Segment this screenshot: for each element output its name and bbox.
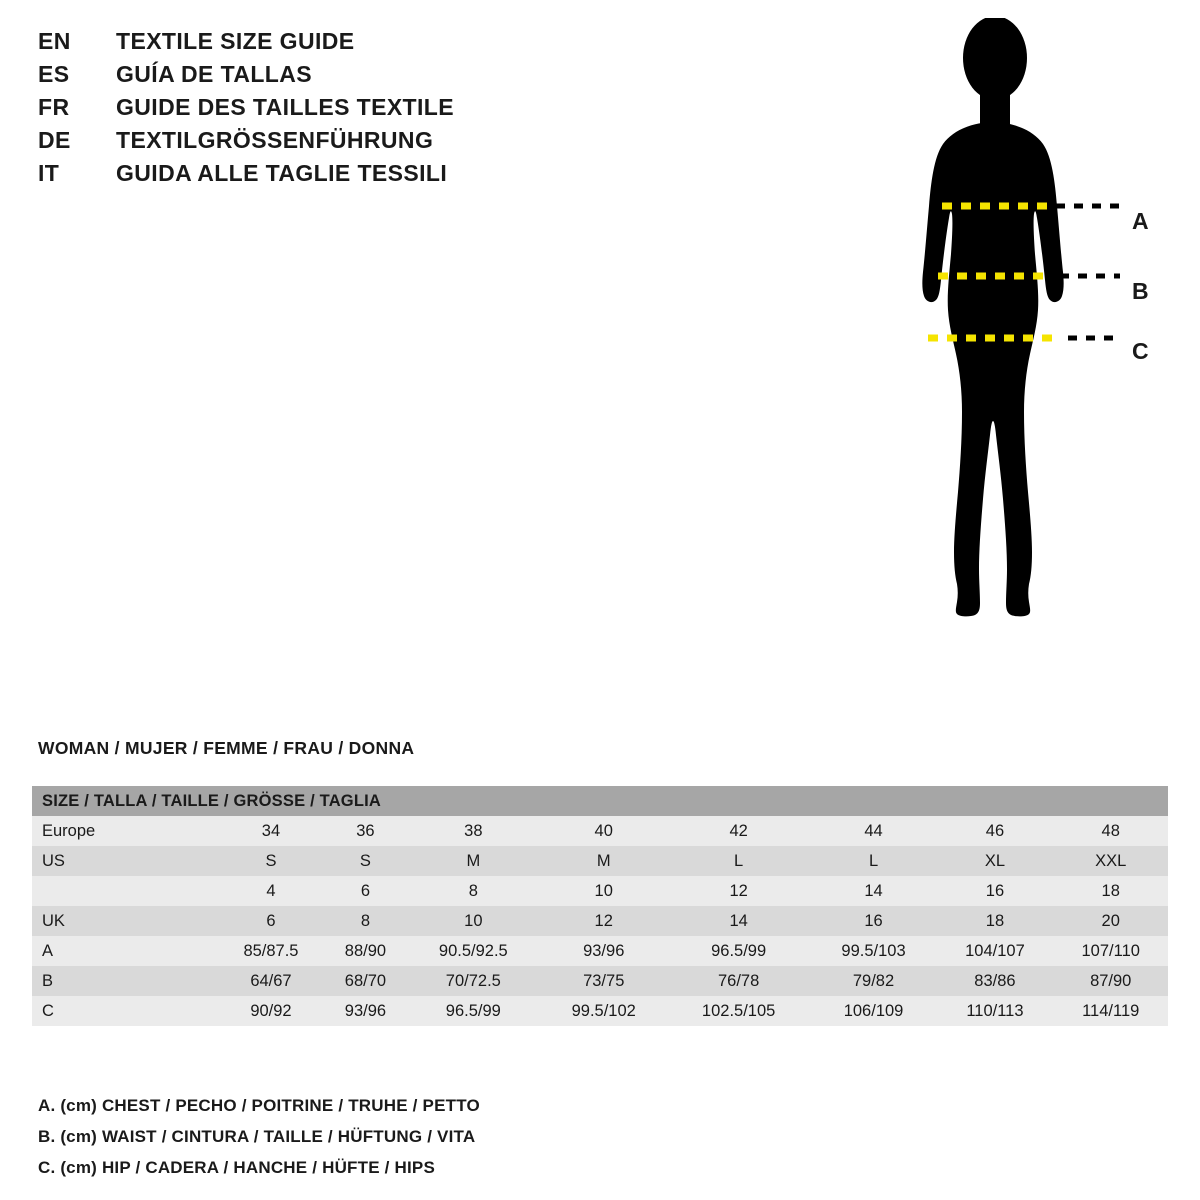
cell: 70/72.5 — [406, 966, 541, 996]
row-label-europe: Europe — [32, 816, 217, 846]
title-row-en — [38, 28, 598, 61]
row-label-us: US — [32, 846, 217, 876]
table-row — [32, 996, 1168, 1026]
legend-line-a: A. (cm) CHEST / PECHO / POITRINE / TRUHE / PETTO — [38, 1096, 480, 1115]
cell: XXL — [1053, 846, 1168, 876]
cell: 42 — [667, 816, 811, 846]
title-row-fr — [38, 94, 598, 127]
cell: 88/90 — [325, 936, 406, 966]
cell: 10 — [406, 906, 541, 936]
table-row — [32, 966, 1168, 996]
cell: 99.5/102 — [541, 996, 667, 1026]
cell: 12 — [541, 906, 667, 936]
cell: M — [406, 846, 541, 876]
row-label-uk: UK — [32, 906, 217, 936]
body-silhouette-icon — [860, 18, 1190, 738]
title-text-es: GUÍA DE TALLAS — [116, 61, 312, 87]
table-row — [32, 846, 1168, 876]
cell: 93/96 — [541, 936, 667, 966]
title-text-de: TEXTILGRÖSSENFÜHRUNG — [116, 127, 434, 153]
cell: 68/70 — [325, 966, 406, 996]
title-lang-es: ES — [38, 61, 70, 87]
cell: 40 — [541, 816, 667, 846]
legend-line-b: B. (cm) WAIST / CINTURA / TAILLE / HÜFTUNG / VITA — [38, 1127, 476, 1146]
table-row — [32, 876, 1168, 906]
cell: 16 — [811, 906, 937, 936]
table-caption: WOMAN / MUJER / FEMME / FRAU / DONNA — [38, 738, 415, 758]
cell: 76/78 — [667, 966, 811, 996]
cell: S — [217, 846, 325, 876]
cell: 10 — [541, 876, 667, 906]
cell: 6 — [325, 876, 406, 906]
title-lang-de: DE — [38, 127, 71, 153]
title-lang-it: IT — [38, 160, 60, 186]
cell: S — [325, 846, 406, 876]
cell: 6 — [217, 906, 325, 936]
cell: 110/113 — [936, 996, 1053, 1026]
cell: 114/119 — [1053, 996, 1168, 1026]
title-lang-fr: FR — [38, 94, 70, 120]
cell: 107/110 — [1053, 936, 1168, 966]
size-table — [32, 786, 1168, 1026]
title-row-es — [38, 61, 598, 94]
cell: 34 — [217, 816, 325, 846]
cell: 87/90 — [1053, 966, 1168, 996]
measure-label-a: A — [1132, 208, 1149, 234]
title-lang-en: EN — [38, 28, 71, 54]
cell: 8 — [406, 876, 541, 906]
legend — [38, 1090, 480, 1183]
cell: 96.5/99 — [667, 936, 811, 966]
cell: 4 — [217, 876, 325, 906]
cell: 104/107 — [936, 936, 1053, 966]
title-row-de — [38, 127, 598, 160]
cell: 102.5/105 — [667, 996, 811, 1026]
cell: L — [811, 846, 937, 876]
cell: 14 — [667, 906, 811, 936]
cell: 64/67 — [217, 966, 325, 996]
cell: 14 — [811, 876, 937, 906]
cell: 18 — [936, 906, 1053, 936]
row-label-b: B — [32, 966, 217, 996]
cell: L — [667, 846, 811, 876]
cell: 83/86 — [936, 966, 1053, 996]
cell: 44 — [811, 816, 937, 846]
cell: 18 — [1053, 876, 1168, 906]
cell: 85/87.5 — [217, 936, 325, 966]
title-text-it: GUIDA ALLE TAGLIE TESSILI — [116, 160, 448, 186]
row-label-a: A — [32, 936, 217, 966]
cell: 99.5/103 — [811, 936, 937, 966]
cell: 79/82 — [811, 966, 937, 996]
row-label-us-numeric — [32, 876, 217, 906]
cell: 12 — [667, 876, 811, 906]
cell: 36 — [325, 816, 406, 846]
cell: 90.5/92.5 — [406, 936, 541, 966]
legend-line-c: C. (cm) HIP / CADERA / HANCHE / HÜFTE / HIPS — [38, 1158, 436, 1177]
title-block — [38, 28, 598, 193]
female-body-figure — [860, 18, 1190, 738]
cell: 8 — [325, 906, 406, 936]
cell: 46 — [936, 816, 1053, 846]
cell: XL — [936, 846, 1053, 876]
cell: 16 — [936, 876, 1053, 906]
measure-label-b: B — [1132, 278, 1149, 304]
measure-label-c: C — [1132, 338, 1149, 364]
cell: M — [541, 846, 667, 876]
cell: 20 — [1053, 906, 1168, 936]
cell: 106/109 — [811, 996, 937, 1026]
row-label-c: C — [32, 996, 217, 1026]
table-row — [32, 906, 1168, 936]
cell: 38 — [406, 816, 541, 846]
cell: 90/92 — [217, 996, 325, 1026]
title-text-en: TEXTILE SIZE GUIDE — [116, 28, 355, 54]
cell: 48 — [1053, 816, 1168, 846]
table-row — [32, 816, 1168, 846]
title-row-it — [38, 160, 598, 193]
cell: 93/96 — [325, 996, 406, 1026]
table-row — [32, 936, 1168, 966]
cell: 96.5/99 — [406, 996, 541, 1026]
table-header-row — [32, 786, 1168, 816]
title-text-fr: GUIDE DES TAILLES TEXTILE — [116, 94, 454, 120]
table-header-label: SIZE / TALLA / TAILLE / GRÖSSE / TAGLIA — [32, 786, 1168, 816]
cell: 73/75 — [541, 966, 667, 996]
